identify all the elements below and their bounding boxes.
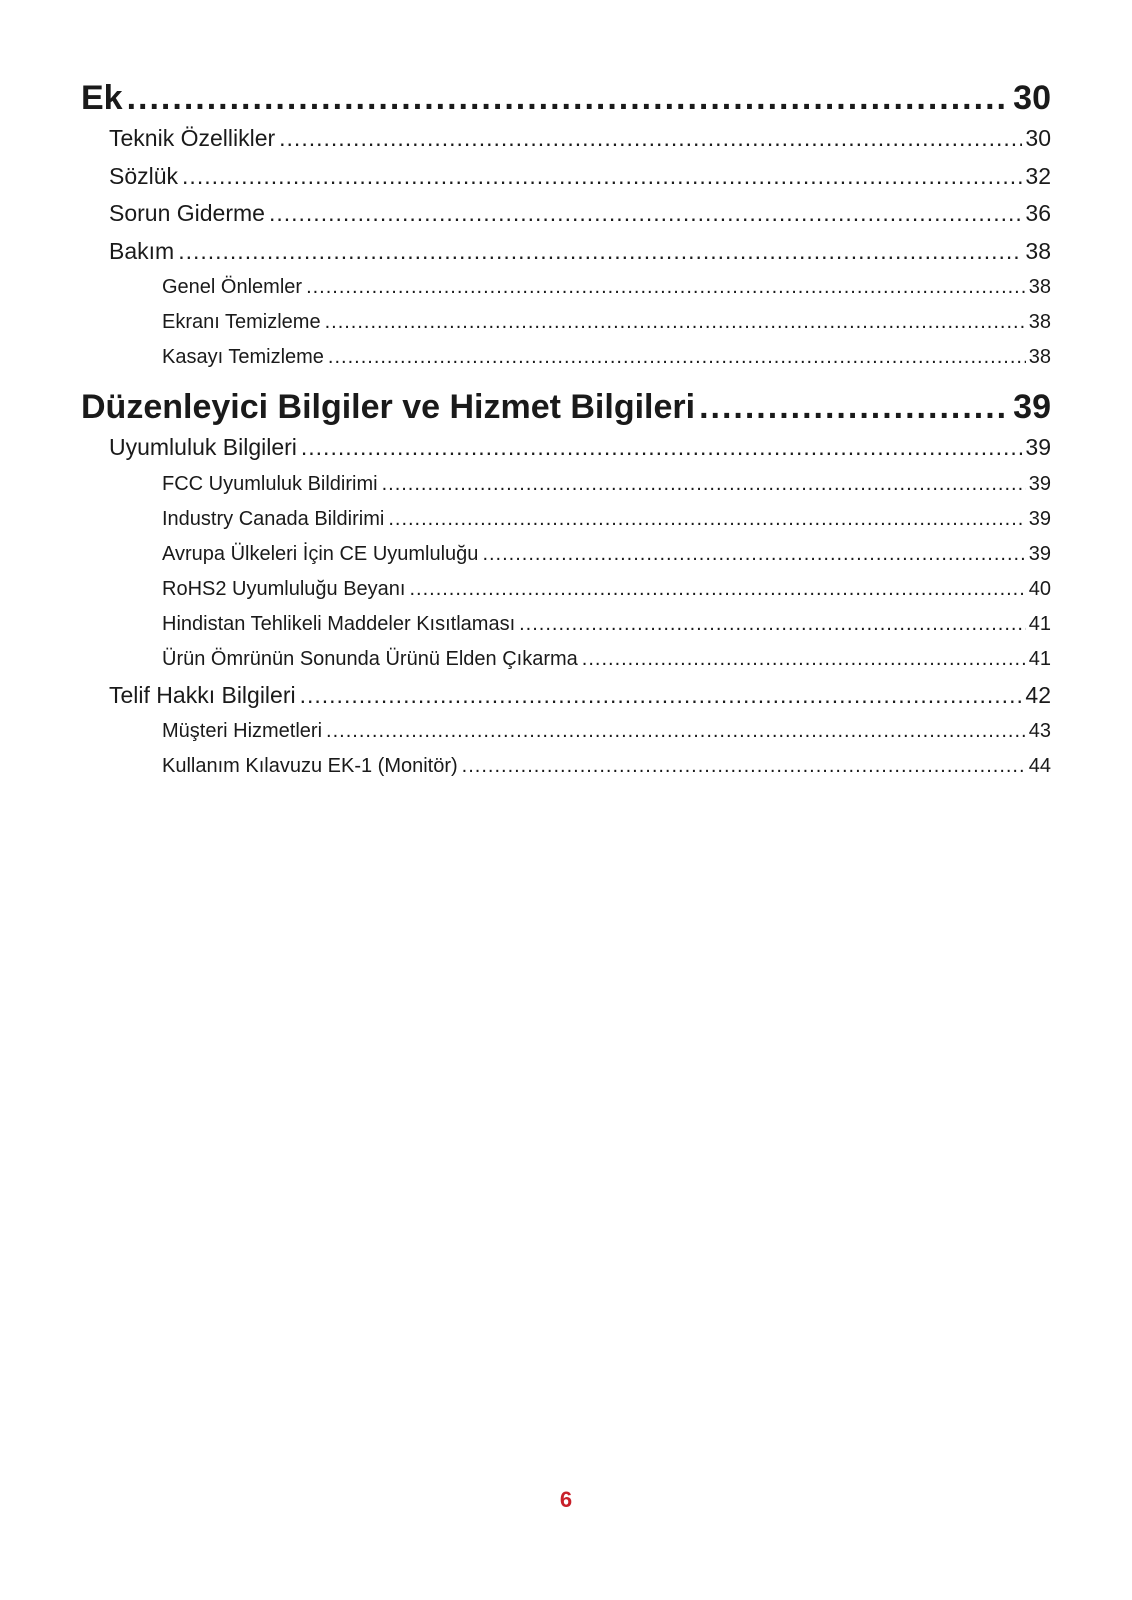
toc-entry-page: 30 [1025, 125, 1051, 151]
toc-entry-label: RoHS2 Uyumluluğu Beyanı [162, 577, 406, 600]
toc-entry-page: 36 [1025, 200, 1051, 226]
toc-entry[interactable] [162, 502, 1051, 537]
toc-entry[interactable] [81, 76, 1051, 120]
toc-entry[interactable] [109, 429, 1051, 467]
toc-entry-label: Avrupa Ülkeleri İçin CE Uyumluluğu [162, 542, 479, 565]
toc-entry[interactable] [81, 385, 1051, 429]
toc-entry-page: 41 [1028, 612, 1051, 635]
toc-entry-page: 38 [1028, 346, 1051, 368]
toc-entry-label: Ekranı Temizleme [162, 311, 321, 333]
toc-entry-label: Ek [81, 79, 123, 117]
toc-entry-label: Sözlük [109, 162, 179, 189]
dot-leader [409, 572, 1025, 607]
toc-entry-page: 39 [1028, 472, 1051, 495]
toc-entry-page: 39 [1028, 542, 1051, 565]
toc-entry[interactable] [162, 270, 1051, 305]
toc-entry[interactable] [109, 120, 1051, 158]
dot-leader [127, 76, 1011, 120]
toc-entry[interactable] [162, 537, 1051, 572]
toc-entry[interactable] [109, 233, 1051, 271]
dot-leader [178, 233, 1022, 271]
toc-entry-page: 39 [1028, 507, 1051, 530]
toc-entry-page: 39 [1025, 434, 1051, 460]
toc-entry-label: Hindistan Tehlikeli Maddeler Kısıtlaması [162, 612, 516, 635]
dot-leader [269, 195, 1022, 233]
toc-entry-label: Uyumluluk Bilgileri [109, 434, 297, 460]
toc-entry[interactable] [162, 467, 1051, 502]
toc-entry-label: Müşteri Hizmetleri [162, 720, 323, 742]
toc-entry-label: Teknik Özellikler [109, 125, 276, 151]
dot-leader [300, 677, 1023, 715]
dot-leader [328, 340, 1026, 375]
table-of-contents [81, 76, 1051, 784]
toc-entry[interactable] [109, 195, 1051, 233]
dot-leader [301, 429, 1023, 467]
toc-entry-page: 39 [1013, 388, 1051, 426]
toc-entry-page: 30 [1013, 79, 1051, 117]
toc-entry[interactable] [162, 305, 1051, 340]
toc-entry-label: Kasayı Temizleme [162, 346, 324, 368]
toc-entry[interactable] [162, 607, 1051, 642]
toc-entry-page: 43 [1028, 720, 1051, 742]
toc-entry-page: 40 [1028, 577, 1051, 600]
toc-entry-label: Düzenleyici Bilgiler ve Hizmet Bilgileri [81, 388, 696, 426]
toc-entry[interactable] [162, 714, 1051, 749]
toc-entry[interactable] [162, 340, 1051, 375]
toc-entry-page: 32 [1025, 162, 1051, 189]
toc-entry-label: Industry Canada Bildirimi [162, 507, 385, 530]
dot-leader [388, 502, 1025, 537]
toc-entry-page: 38 [1025, 237, 1051, 264]
dot-leader [325, 305, 1026, 340]
toc-entry-label: Kullanım Kılavuzu EK-1 (Monitör) [162, 755, 458, 777]
toc-entry-page: 42 [1025, 681, 1051, 708]
toc-entry-label: Sorun Giderme [109, 200, 265, 226]
dot-leader [519, 607, 1026, 642]
toc-entry-label: Telif Hakkı Bilgileri [109, 681, 296, 708]
toc-entry[interactable] [109, 158, 1051, 196]
dot-leader [279, 120, 1022, 158]
toc-entry[interactable] [162, 572, 1051, 607]
toc-entry-page: 38 [1028, 276, 1051, 298]
dot-leader [699, 385, 1010, 429]
dot-leader [306, 270, 1026, 305]
dot-leader [326, 714, 1026, 749]
dot-leader [182, 158, 1022, 196]
toc-entry-label: Genel Önlemler [162, 276, 303, 298]
toc-entry[interactable] [162, 642, 1051, 677]
toc-entry[interactable] [109, 677, 1051, 715]
toc-entry-label: Ürün Ömrünün Sonunda Ürünü Elden Çıkarma [162, 647, 578, 670]
dot-leader [482, 537, 1025, 572]
dot-leader [582, 642, 1026, 677]
dot-leader [382, 467, 1026, 502]
toc-entry[interactable] [162, 749, 1051, 784]
toc-entry-page: 38 [1028, 311, 1051, 333]
toc-entry-label: FCC Uyumluluk Bildirimi [162, 472, 378, 495]
toc-entry-label: Bakım [109, 237, 175, 264]
page-number: 6 [559, 1487, 573, 1512]
toc-entry-page: 44 [1028, 755, 1051, 777]
toc-entry-page: 41 [1028, 647, 1051, 670]
dot-leader [462, 749, 1026, 784]
